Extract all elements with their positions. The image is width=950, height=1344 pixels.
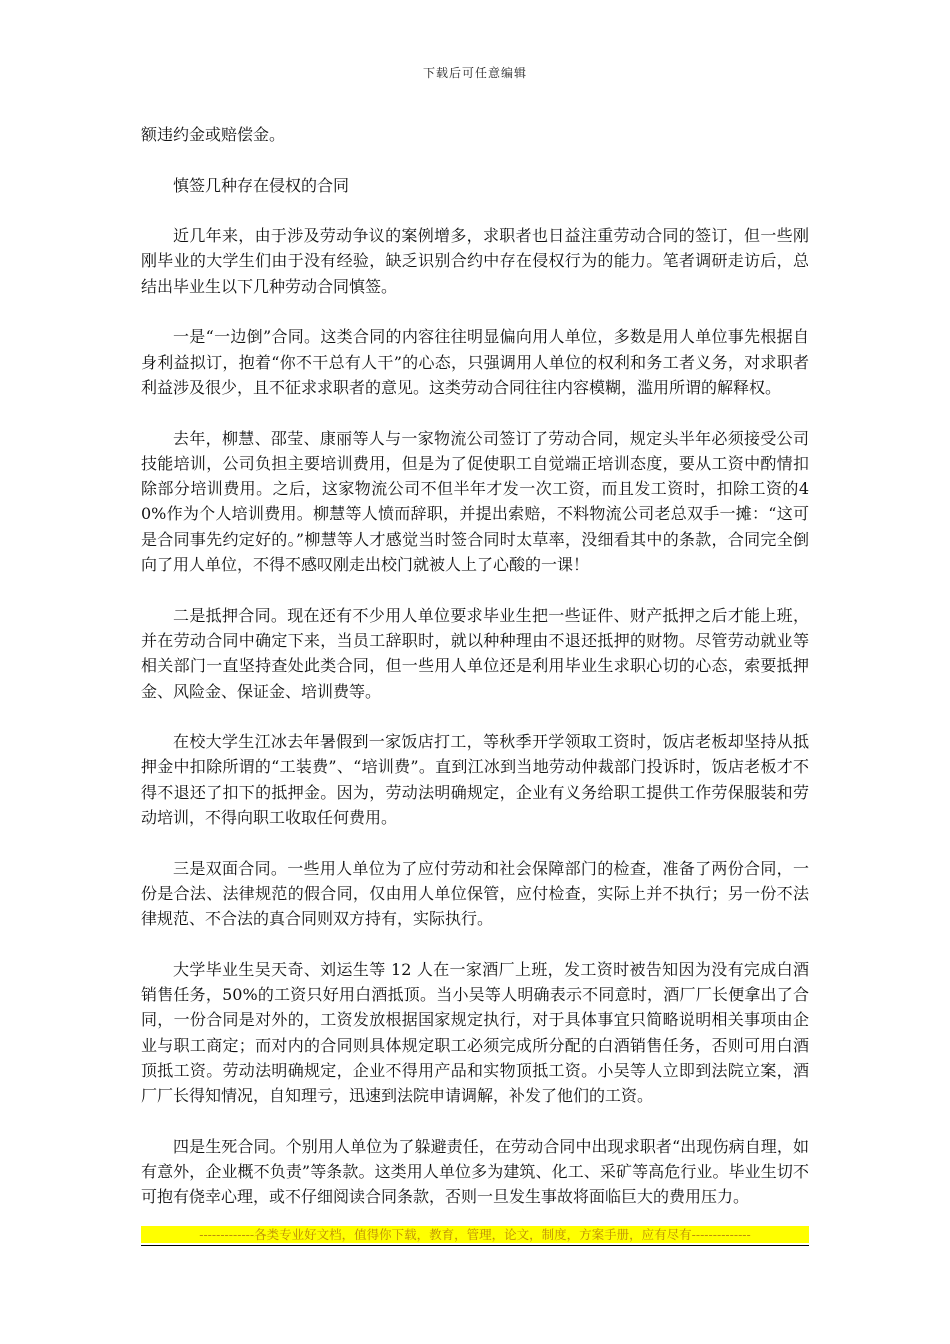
paragraph-one-sided-contract: 一是“一边倒”合同。这类合同的内容往往明显偏向用人单位，多数是用人单位事先根据自身利益拟订，抱着“你不干总有人干”的心态，只强调用人单位的权利和务工者义务，对求职者利益涉及很少，且不征求求职者的意见。这类劳动合同往往内容模糊，滥用所谓的解释权。	[141, 327, 809, 397]
paragraph-intro: 近几年来，由于涉及劳动争议的案例增多，求职者也日益注重劳动合同的签订，但一些刚刚毕业的大学生们由于没有经验，缺乏识别合约中存在侵权行为的能力。笔者调研走访后，总结出毕业生以下几种劳动合同慎签。	[141, 226, 809, 296]
paragraph-case-liu-hui: 去年，柳慧、邵莹、康丽等人与一家物流公司签订了劳动合同，规定头半年必须接受公司技能培训，公司负担主要培训费用，但是为了促使职工自觉端正培训态度，要从工资中酌情扣除部分培训费用。之后，这家物流公司不但半年才发一次工资，而且发工资时，扣除工资的40%作为个人培训费用。柳慧等人愤而辞职，并提出索赔，不料物流公司老总双手一摊：“这可是合同事先约定好的。”柳慧等人才感觉当时签合同时太草率，没细看其中的条款，合同完全倒向了用人单位，不得不感叹刚走出校门就被人上了心酸的一课！	[141, 428, 809, 575]
document-body	[141, 122, 809, 1210]
paragraph-case-jiang-bing: 在校大学生江冰去年暑假到一家饭店打工，等秋季开学领取工资时，饭店老板却坚持从抵押金中扣除所谓的“工装费”、“培训费”。直到江冰到当地劳动仲裁部门投诉时，饭店老板才不得不退还了扣下的抵押金。因为，劳动法明确规定，企业有义务给职工提供工作劳保服装和劳动培训，不得向职工收取任何费用。	[141, 732, 809, 828]
paragraph-continuation: 额违约金或赔偿金。	[141, 125, 286, 144]
section-heading: 慎签几种存在侵权的合同	[173, 175, 350, 195]
footer-banner: -------------各类专业好文档，值得你下载，教育，管理，论文，制度，方案手册，应有尽有--------------	[141, 1226, 809, 1243]
paragraph-mortgage-contract: 二是抵押合同。现在还有不少用人单位要求毕业生把一些证件、财产抵押之后才能上班，并在劳动合同中确定下来，当员工辞职时，就以种种理由不退还抵押的财物。尽管劳动就业等相关部门一直坚持查处此类合同，但一些用人单位还是利用毕业生求职心切的心态，索要抵押金、风险金、保证金、培训费等。	[141, 605, 809, 701]
paragraph-dual-contract: 三是双面合同。一些用人单位为了应付劳动和社会保障部门的检查，准备了两份合同，一份是合法、法律规范的假合同，仅由用人单位保管，应付检查，实际上并不执行；另一份不法律规范、不合法的真合同则双方持有，实际执行。	[141, 858, 809, 929]
paragraph-case-wu-tianqi: 大学毕业生吴天奇、刘运生等 12 人在一家酒厂上班，发工资时被告知因为没有完成白酒销售任务，50%的工资只好用白酒抵顶。当小吴等人明确表示不同意时，酒厂厂长便拿出了合同，一份合同是对外的，工资发放根据国家规定执行，对于具体事宜只简略说明相关事项由企业与职工商定；而对内的合同则具体规定职工必须完成所分配的白酒销售任务，否则可用白酒顶抵工资。劳动法明确规定，企业不得用产品和实物顶抵工资。小吴等人立即到法院立案，酒厂厂长得知情况，自知理亏，迅速到法院申请调解，补发了他们的工资。	[141, 959, 809, 1106]
footer-divider	[141, 1245, 809, 1246]
paragraph-life-death-contract: 四是生死合同。个别用人单位为了躲避责任，在劳动合同中出现求职者“出现伤病自理，如有意外，企业概不负责”等条款。这类用人单位多为建筑、化工、采矿等高危行业。毕业生切不可抱有侥幸心理，或不仔细阅读合同条款，否则一旦发生事故将面临巨大的费用压力。	[141, 1136, 809, 1207]
page-header: 下载后可任意编辑	[422, 66, 527, 80]
